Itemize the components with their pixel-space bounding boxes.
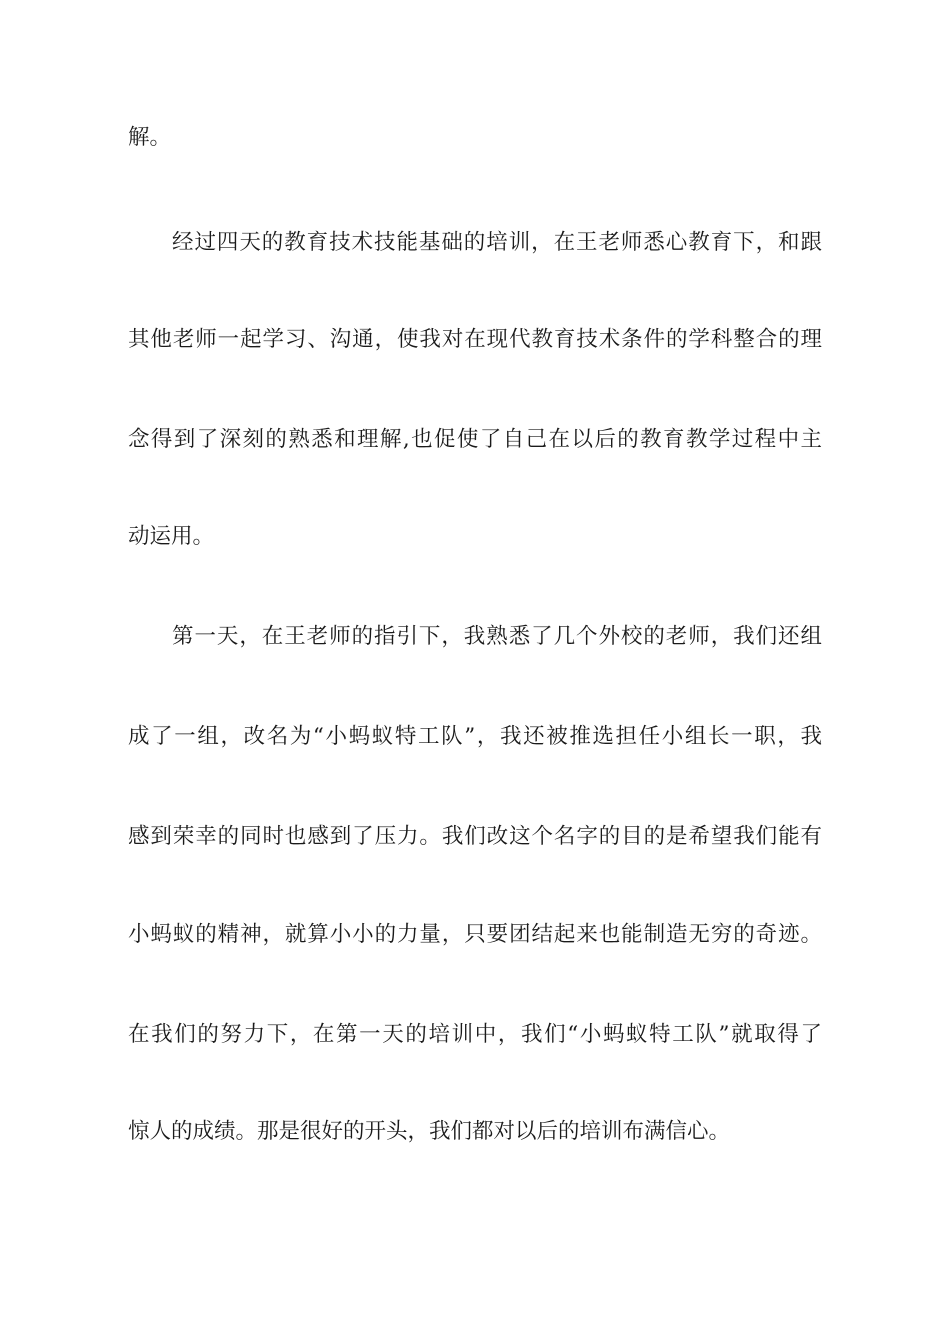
paragraph-1-line-1: 解。 xyxy=(128,125,172,150)
paragraph-3-line-3: 感到荣幸的同时也感到了压力。我们改这个名字的目的是希望我们能有 xyxy=(128,824,822,849)
paragraph-2-line-3: 念得到了深刻的熟悉和理解,也促使了自己在以后的教育教学过程中主 xyxy=(128,427,822,452)
paragraph-3-line-1: 第一天，在王老师的指引下，我熟悉了几个外校的老师，我们还组 xyxy=(172,624,822,649)
paragraph-3-line-5: 在我们的努力下，在第一天的培训中，我们“小蚂蚁特工队”就取得了 xyxy=(128,1022,822,1047)
paragraph-3-line-2: 成了一组，改名为“小蚂蚁特工队”，我还被推选担任小组长一职，我 xyxy=(128,724,822,749)
paragraph-2-line-4: 动运用。 xyxy=(128,524,215,549)
paragraph-3-line-4: 小蚂蚁的精神，就算小小的力量，只要团结起来也能制造无穷的奇迹。 xyxy=(128,922,822,947)
paragraph-2-line-1: 经过四天的教育技术技能基础的培训，在王老师悉心教育下，和跟 xyxy=(172,230,822,255)
paragraph-3-line-6: 惊人的成绩。那是很好的开头，我们都对以后的培训布满信心。 xyxy=(128,1119,731,1144)
paragraph-2-line-2: 其他老师一起学习、沟通，使我对在现代教育技术条件的学科整合的理 xyxy=(128,327,822,352)
